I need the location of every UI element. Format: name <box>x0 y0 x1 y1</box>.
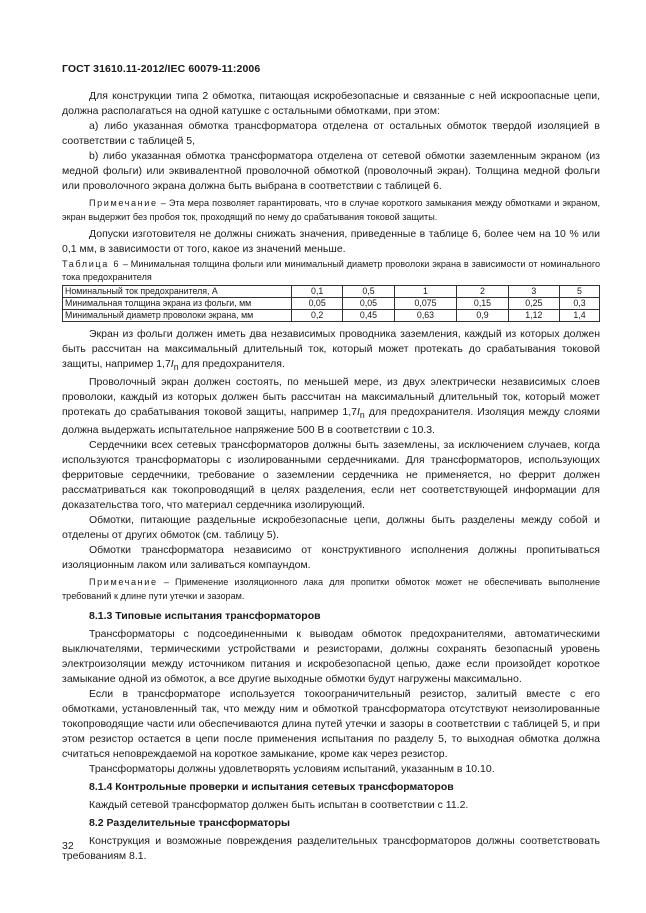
note-label: Примечание <box>89 198 158 208</box>
symbol: I <box>170 358 174 370</box>
table-row <box>63 286 600 298</box>
document-body <box>62 89 600 864</box>
subscript: n <box>173 362 179 373</box>
paragraph-foil-screen <box>62 327 600 375</box>
page-number: 32 <box>62 840 74 852</box>
paragraph: Допуски изготовителя не должны снижать значения, приведенные в таблице 6, более чем на 10 % или 0,1 мм, в зависимости от того, какое из значений меньше. <box>62 228 600 255</box>
paragraph-wire-screen <box>62 375 600 438</box>
document-header: ГОСТ 31610.11-2012/IEC 60079-11:2006 <box>62 63 261 75</box>
paragraph: Конструкция и возможные повреждения разделительных трансформаторов должны соответствовать требованиям 8.1. <box>62 835 600 863</box>
section-heading-8-1-3: 8.1.3 Типовые испытания трансформаторов <box>89 610 321 623</box>
table-cell: 0,15 <box>457 298 508 310</box>
table-cell: 5 <box>559 286 599 298</box>
table-caption-label: Таблица 6 <box>62 259 120 269</box>
table-cell: 0,1 <box>292 286 343 298</box>
section-heading-8-1-4: 8.1.4 Контрольные проверки и испытания сетевых трансформаторов <box>89 781 454 794</box>
table-cell: 0,05 <box>292 298 343 310</box>
table-row <box>63 298 600 310</box>
text-run: для предохранителя. <box>178 358 285 370</box>
paragraph: a) либо указанная обмотка трансформатора отделена от остальных обмоток твердой изоляцией в соответствии с таблицей 5, <box>62 120 600 147</box>
table-cell: 1,12 <box>508 310 559 322</box>
table-cell: 1,4 <box>559 310 599 322</box>
note <box>62 576 600 603</box>
paragraph: Трансформаторы с подсоединенными к выводам обмоток предохранителями, автоматическими выключателями, термическими устройствами и резисторами, должны сохранять безопасный уровень электроизоляции между источником питания и искробезопасной цепью, даже если произойдет короткое замыкание одной из обмоток, а все другие выходные обмотки будут нагружены максимально. <box>62 628 600 686</box>
paragraph: Обмотки, питающие раздельные искробезопасные цепи, должны быть разделены между собой и отделены от других обмоток (см. таблицу 5). <box>62 514 600 542</box>
table-cell: 0,63 <box>394 310 457 322</box>
table-cell: 0,45 <box>343 310 394 322</box>
subscript: n <box>359 410 365 421</box>
table-6 <box>62 285 600 322</box>
paragraph: b) либо указанная обмотка трансформатора отделена от сетевой обмотки заземленным экраном (из медной фольги) или эквивалентной проволочной обмоткой (проволочный экран). Толщина медной фольги или проволочного экрана должна быть выбрана в соответствии с таблицей 6. <box>62 150 600 192</box>
paragraph: Сердечники всех сетевых трансформаторов должны быть заземлены, за исключением случаев, когда используются трансформаторы с изолированными сердечниками. Для трансформаторов, использующих ферритовые сердечники, требование о заземлении сердечника не применяется, но феррит должен рассматриваться как токопроводящий в целях разделения, если нет соответствующей информации для доказательства того, что материал сердечника изолирующий. <box>62 439 600 512</box>
symbol: I <box>357 406 360 419</box>
table-caption-text: – Минимальная толщина фольги или минимальный диаметр проволоки экрана в зависимости от номинального тока предохранителя <box>62 259 601 282</box>
text-run: Проволочный экран должен состоять, по меньшей мере, из двух электрически независимых слоев проволоки, каждый из которых должен быть рассчитан на максимальный длительный ток, который может протекать до срабатывания токовой защиты, например 1,7 <box>62 376 600 419</box>
note-label: Примечание <box>89 577 158 588</box>
note-text: – Применение изоляционного лака для пропитки обмоток может не обеспечивать выполнение требований к длине пути утечки и зазорам. <box>62 577 600 601</box>
paragraph: Обмотки трансформатора независимо от конструктивного исполнения должны пропитываться изоляционным лаком или заливаться компаундом. <box>62 544 600 572</box>
table-cell: 0,25 <box>508 298 559 310</box>
table-cell: 0,05 <box>343 298 394 310</box>
table-row <box>63 310 600 322</box>
table-cell: 0,2 <box>292 310 343 322</box>
paragraph: Трансформаторы должны удовлетворять условиям испытаний, указанным в 10.10. <box>89 763 495 776</box>
table-cell: 0,5 <box>343 286 394 298</box>
table-cell: 2 <box>457 286 508 298</box>
section-heading-8-2: 8.2 Разделительные трансформаторы <box>89 817 290 830</box>
note-text: – Эта мера позволяет гарантировать, что в случае короткого замыкания между обмотками и экраном, экран выдержит без пробоя ток, проходящий по нему до срабатывания токовой защиты. <box>62 198 600 222</box>
table-row-label: Номинальный ток предохранителя, А <box>63 286 292 298</box>
text-run: для предохранителя. Изоляция между слоями должна выдержать испытательное напряжение 500 В в соответствии с 10.3. <box>62 406 601 437</box>
table-cell: 1 <box>394 286 457 298</box>
table-row-label: Минимальная толщина экрана из фольги, мм <box>63 298 292 310</box>
table-cell: 0,075 <box>394 298 457 310</box>
table-caption <box>62 258 600 284</box>
paragraph: Каждый сетевой трансформатор должен быть испытан в соответствии с 11.2. <box>89 799 469 812</box>
paragraph: Для конструкции типа 2 обмотка, питающая искробезопасные и связанные с ней искроопасные цепи, должна располагаться на одной катушке с остальными обмотками, при этом: <box>62 90 600 117</box>
table-cell: 0,9 <box>457 310 508 322</box>
text-run: Экран из фольги должен иметь два независимых проводника заземления, каждый из которых должен быть рассчитан на максимальный длительный ток, который может протекать до срабатывания токовой защиты, например 1,7 <box>62 328 600 370</box>
table-cell: 3 <box>508 286 559 298</box>
paragraph: Если в трансформаторе используется токоограничительный резистор, залитый вместе с его обмотками, установленный так, что между ним и обмоткой трансформатора отсутствуют неизолированные токопроводящие части или обеспечиваются длина путей утечки и зазоры в соответствии с таблицей 5, и при этом резистор остается в цепи после применения испытания по разделу 5, то выходная обмотка должна считаться неповреждаемой на короткое замыкание, кроме как через резистор. <box>62 688 600 761</box>
table-row-label: Минимальный диаметр проволоки экрана, мм <box>63 310 292 322</box>
table-cell: 0,3 <box>559 298 599 310</box>
note <box>62 197 600 224</box>
